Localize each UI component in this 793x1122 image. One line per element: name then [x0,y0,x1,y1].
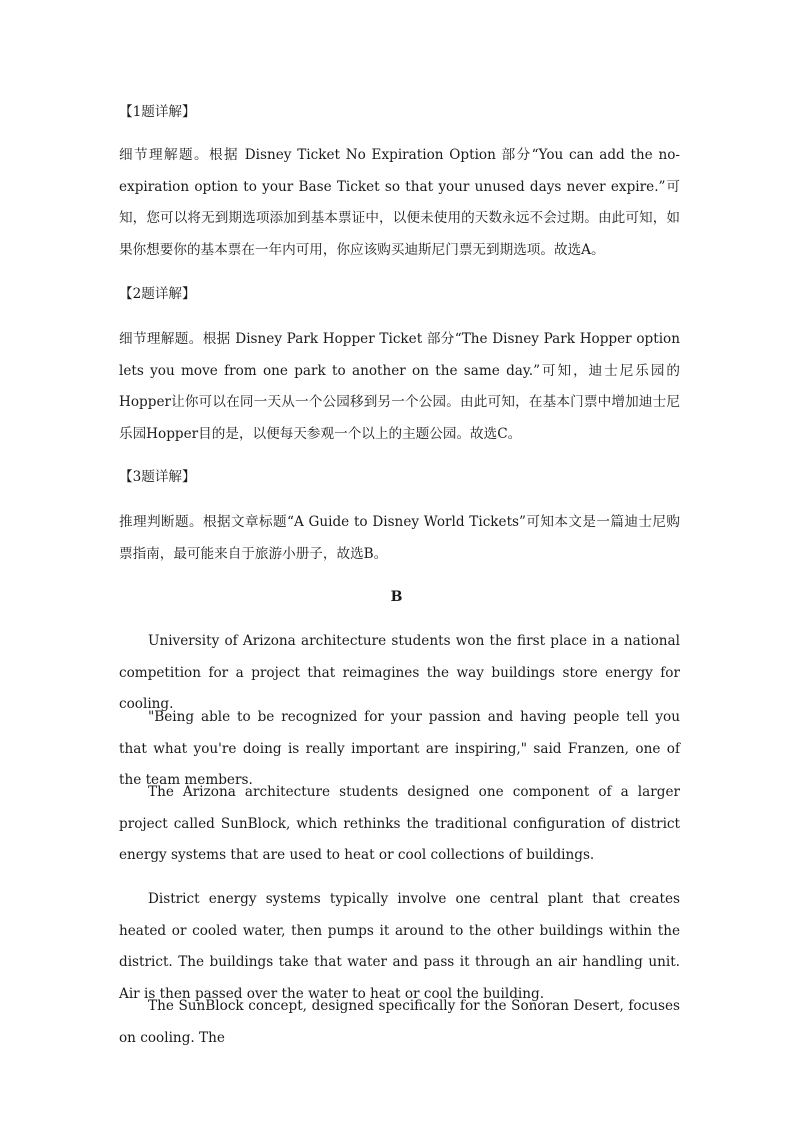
passage-paragraph-3: The Arizona architecture students designed one component of a larger project called SunBlock, which rethinks the traditional configuration of district energy systems that are used to heat or cool collections of buildings. [119,784,680,863]
section-title: B [390,589,403,605]
answer-2-text: 细节理解题。根据 Disney Park Hopper Ticket 部分“The Disney Park Hopper option lets you move from one park to another on the same day.”可知，迪士尼乐园的Hopper让你可以在同一天从一个公园移到另一个公园。由此可知，在基本门票中增加迪士尼乐园Hopper目的是，以便每天参观一个以上的主题公园。故选C。 [119,331,680,442]
answer-2-heading: 【2题详解】 [119,286,196,302]
passage-paragraph-2: "Being able to be recognized for your passion and having people tell you that what you're doing is really important are inspiring," said Franzen, one of the team members. [119,709,680,788]
answer-3-heading: 【3题详解】 [119,469,196,485]
passage-paragraph-4: District energy systems typically involve one central plant that creates heated or cooled water, then pumps it around to the other buildings within the district. The buildings take that water and pass it through an air handling unit. Air is then passed over the water to heat or cool the building. [119,891,680,1002]
answer-1-text: 细节理解题。根据 Disney Ticket No Expiration Option 部分“You can add the no-expiration option to your Base Ticket so that your unused days never expire.”可知，您可以将无到期选项添加到基本票证中，以便未使用的天数永远不会过期。由此可知，如果你想要你的基本票在一年内可用，你应该购买迪斯尼门票无到期选项。故选A。 [119,147,680,258]
answer-1-heading: 【1题详解】 [119,104,196,120]
passage-paragraph-5: The SunBlock concept, designed specifically for the Sonoran Desert, focuses on cooling. The [119,998,680,1046]
answer-3-text: 推理判断题。根据文章标题“A Guide to Disney World Tickets”可知本文是一篇迪士尼购票指南，最可能来自于旅游小册子，故选B。 [119,514,680,562]
passage-paragraph-1: University of Arizona architecture students won the first place in a national competition for a project that reimagines the way buildings store energy for cooling. [119,633,680,712]
